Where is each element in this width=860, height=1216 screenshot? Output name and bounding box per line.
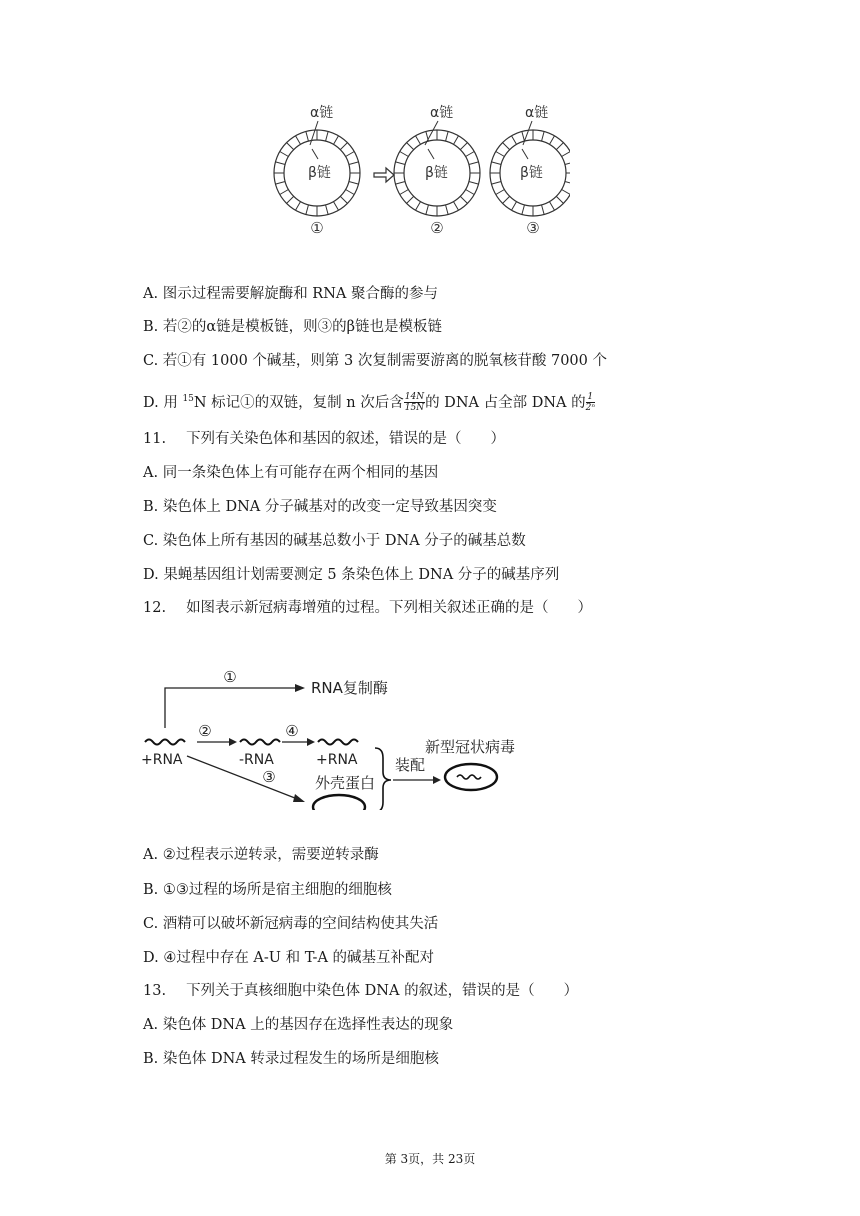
- fraction-numerator: 14N: [404, 392, 425, 403]
- alpha-label-1: α链: [310, 105, 334, 121]
- q13-stem: 下列关于真核细胞中染色体 DNA 的叙述，错误的是（ ）: [186, 983, 579, 999]
- process-arrow: [374, 168, 394, 182]
- circle-label-1: ①: [310, 219, 324, 237]
- new-virus-oval-icon: [445, 764, 497, 790]
- plus-rna-2-label: +RNA: [316, 752, 358, 768]
- beta-label-3: β链: [520, 165, 543, 181]
- answer-fraction: [586, 392, 595, 413]
- q11-option-b: B. 染色体上 DNA 分子碱基对的改变一定导致基因突变: [143, 499, 497, 515]
- q10-option-b: B. 若②的α链是模板链，则③的β链也是模板链: [143, 319, 443, 335]
- dna-replication-figure: [270, 95, 570, 245]
- minus-rna-wave-icon: [240, 740, 280, 745]
- plus-rna-label: +RNA: [141, 752, 183, 768]
- q11-option-d: D. 果蝇基因组计划需要测定 5 条染色体上 DNA 分子的碱基序列: [143, 567, 560, 583]
- circle-label-2: ②: [430, 219, 444, 237]
- alpha-label-3: α链: [525, 105, 549, 121]
- q11-option-c: C. 染色体上所有基因的碱基总数小于 DNA 分子的碱基总数: [143, 533, 526, 549]
- q13-option-a: A. 染色体 DNA 上的基因存在选择性表达的现象: [143, 1017, 454, 1033]
- q10-option-c: C. 若①有 1000 个碱基，则第 3 次复制需要游离的脱氧核苷酸 7000 个: [143, 353, 607, 369]
- answer-denominator: 2ⁿ: [585, 403, 595, 414]
- virus-rna-wave-icon: [457, 775, 481, 779]
- q12-stem: 如图表示新冠病毒增殖的过程。下列相关叙述正确的是（ ）: [186, 600, 593, 616]
- q13-option-b: B. 染色体 DNA 转录过程发生的场所是细胞核: [143, 1051, 439, 1067]
- q13-stem-line: [143, 981, 578, 1001]
- q10-d-prefix: D. 用: [143, 394, 178, 411]
- q12-option-c: C. 酒精可以破坏新冠病毒的空间结构使其失活: [143, 916, 439, 932]
- minus-rna-label: -RNA: [239, 752, 274, 768]
- q11-option-a: A. 同一条染色体上有可能存在两个相同的基因: [143, 465, 439, 481]
- coat-protein-label: 外壳蛋白: [315, 774, 376, 792]
- answer-numerator: 1: [587, 392, 594, 403]
- step-2-label: ②: [198, 722, 212, 740]
- step-4-label: ④: [285, 722, 299, 740]
- step-3-label: ③: [262, 768, 276, 786]
- brace-icon: [375, 748, 391, 810]
- plus-rna-wave-icon: [145, 740, 185, 745]
- assembly-label: 装配: [395, 756, 426, 774]
- new-virus-label: 新型冠状病毒: [425, 738, 516, 756]
- q11-number: 11.: [143, 431, 167, 447]
- coat-protein-oval-icon: [313, 795, 365, 810]
- q12-option-d: D. ④过程中存在 A-U 和 T-A 的碱基互补配对: [143, 950, 435, 966]
- q10-option-d: [143, 389, 595, 413]
- q12-stem-line: [143, 598, 592, 618]
- q11-stem-line: [143, 429, 505, 449]
- q10-option-a: A. 图示过程需要解旋酶和 RNA 聚合酶的参与: [143, 286, 438, 302]
- fraction-denominator: 15N: [404, 403, 425, 414]
- q12-number: 12.: [143, 600, 167, 616]
- virus-replication-figure: [135, 660, 555, 810]
- beta-label-2: β链: [425, 165, 448, 181]
- step-1-label: ①: [223, 668, 237, 686]
- beta-label-1: β链: [308, 165, 331, 181]
- q12-option-a: A. ②过程表示逆转录，需要逆转录酶: [143, 847, 379, 863]
- isotope-fraction: [404, 392, 425, 413]
- q10-d-after: 的 DNA 占全部 DNA 的: [425, 394, 586, 411]
- alpha-label-2: α链: [430, 105, 454, 121]
- q10-d-mid: N 标记①的双链，复制 n 次后含: [193, 394, 404, 411]
- q12-option-b: B. ①③过程的场所是宿主细胞的细胞核: [143, 882, 392, 898]
- q13-number: 13.: [143, 983, 167, 999]
- page-footer: 第 3页，共 23页: [384, 1152, 476, 1166]
- circle-label-3: ③: [526, 219, 540, 237]
- q10-d-isotope: 15: [182, 394, 194, 404]
- plus-rna-wave-2-icon: [318, 740, 358, 745]
- q11-stem: 下列有关染色体和基因的叙述，错误的是（ ）: [186, 431, 506, 447]
- rna-replicase-label: RNA复制酶: [311, 679, 388, 697]
